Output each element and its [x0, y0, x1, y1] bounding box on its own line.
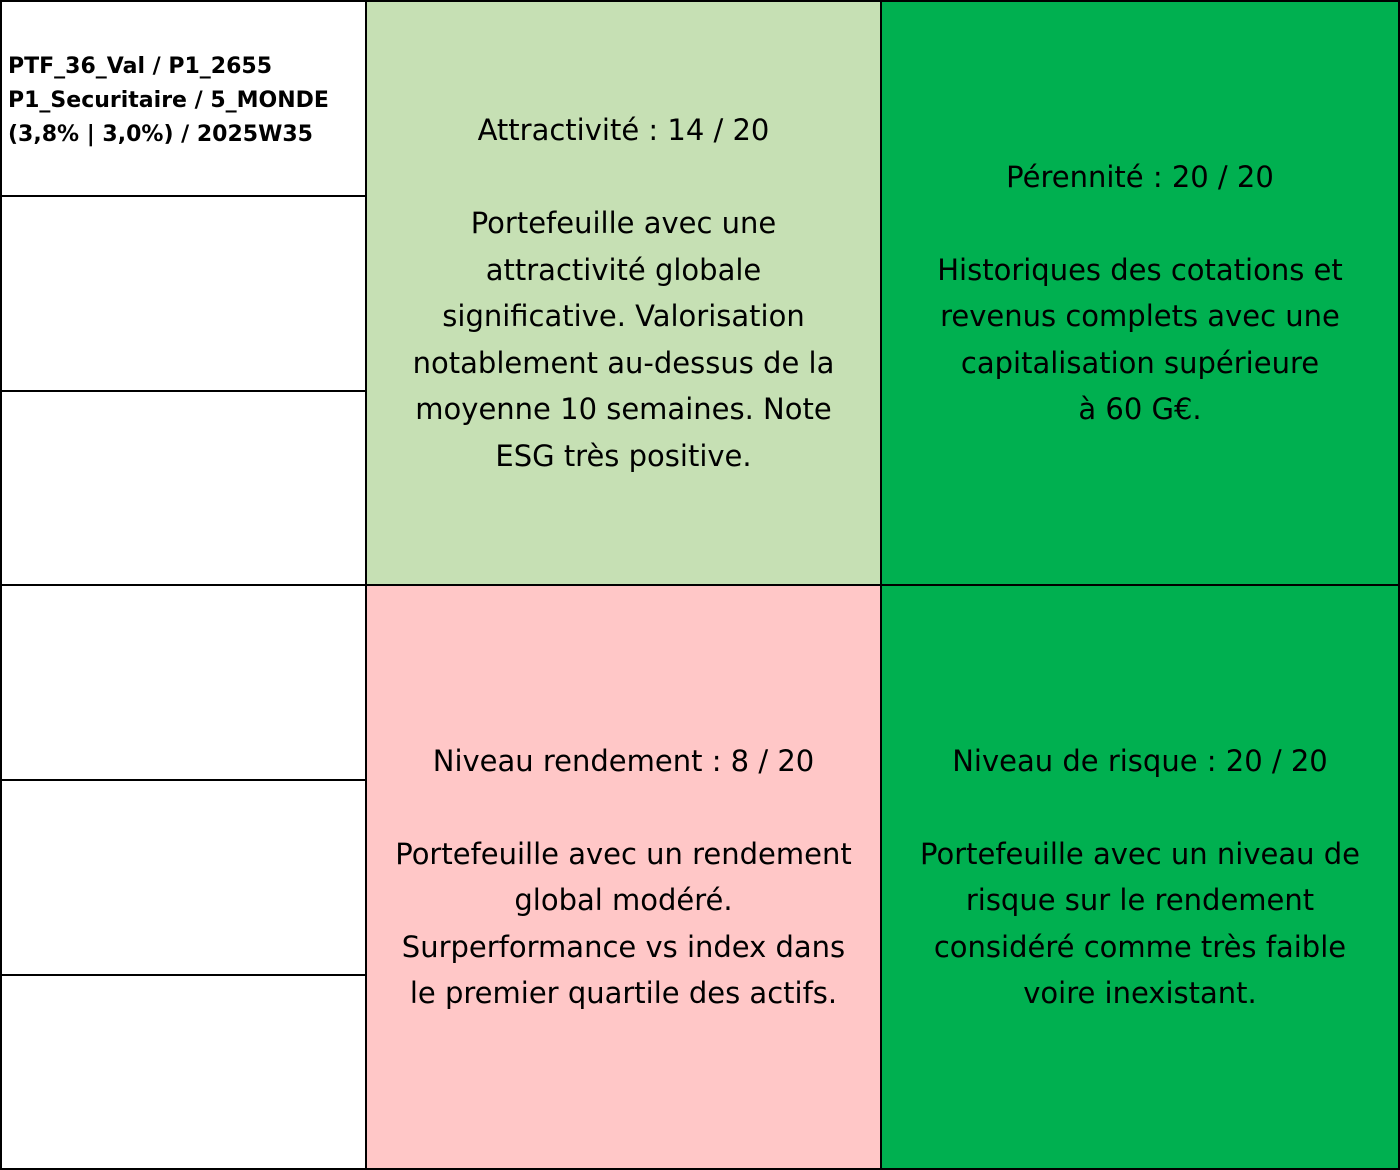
portfolio-header-text [8, 50, 329, 152]
portfolio-id-line: PTF_36_Val / P1_2655 [8, 54, 272, 79]
attractivite-block [365, 0, 882, 586]
perennite-description: Historiques des cotations et revenus complets avec une capitalisation supérieure à 60 G€. [937, 252, 1343, 426]
attractivite-description: Portefeuille avec une attractivité globale significative. Valorisation notablement au-dessus de la moyenne 10 semaines. Note ESG très positive. [412, 206, 835, 473]
empty-cell-2 [0, 390, 367, 586]
empty-cell-3 [0, 584, 367, 781]
empty-cell-4 [0, 779, 367, 976]
risque-block [880, 584, 1400, 1170]
attractivite-title: Attractivité : 14 / 20 [477, 113, 770, 147]
empty-cell-5 [0, 974, 367, 1170]
risque-title: Niveau de risque : 20 / 20 [952, 743, 1328, 778]
rendement-description: Portefeuille avec un rendement global modéré. Surperformance vs index dans le premier quartile des actifs. [395, 836, 852, 1010]
perennite-block [880, 0, 1400, 586]
rendement-block [365, 584, 882, 1170]
portfolio-profile-line: P1_Securitaire / 5_MONDE [8, 88, 329, 113]
rendement-title: Niveau rendement : 8 / 20 [432, 743, 815, 778]
risque-description: Portefeuille avec un niveau de risque sur le rendement considéré comme très faible voire inexistant. [920, 836, 1360, 1010]
portfolio-header-cell [0, 0, 367, 197]
empty-cell-1 [0, 195, 367, 392]
perennite-title: Pérennité : 20 / 20 [1006, 159, 1274, 194]
portfolio-rates-line: (3,8% | 3,0%) / 2025W35 [8, 122, 313, 147]
